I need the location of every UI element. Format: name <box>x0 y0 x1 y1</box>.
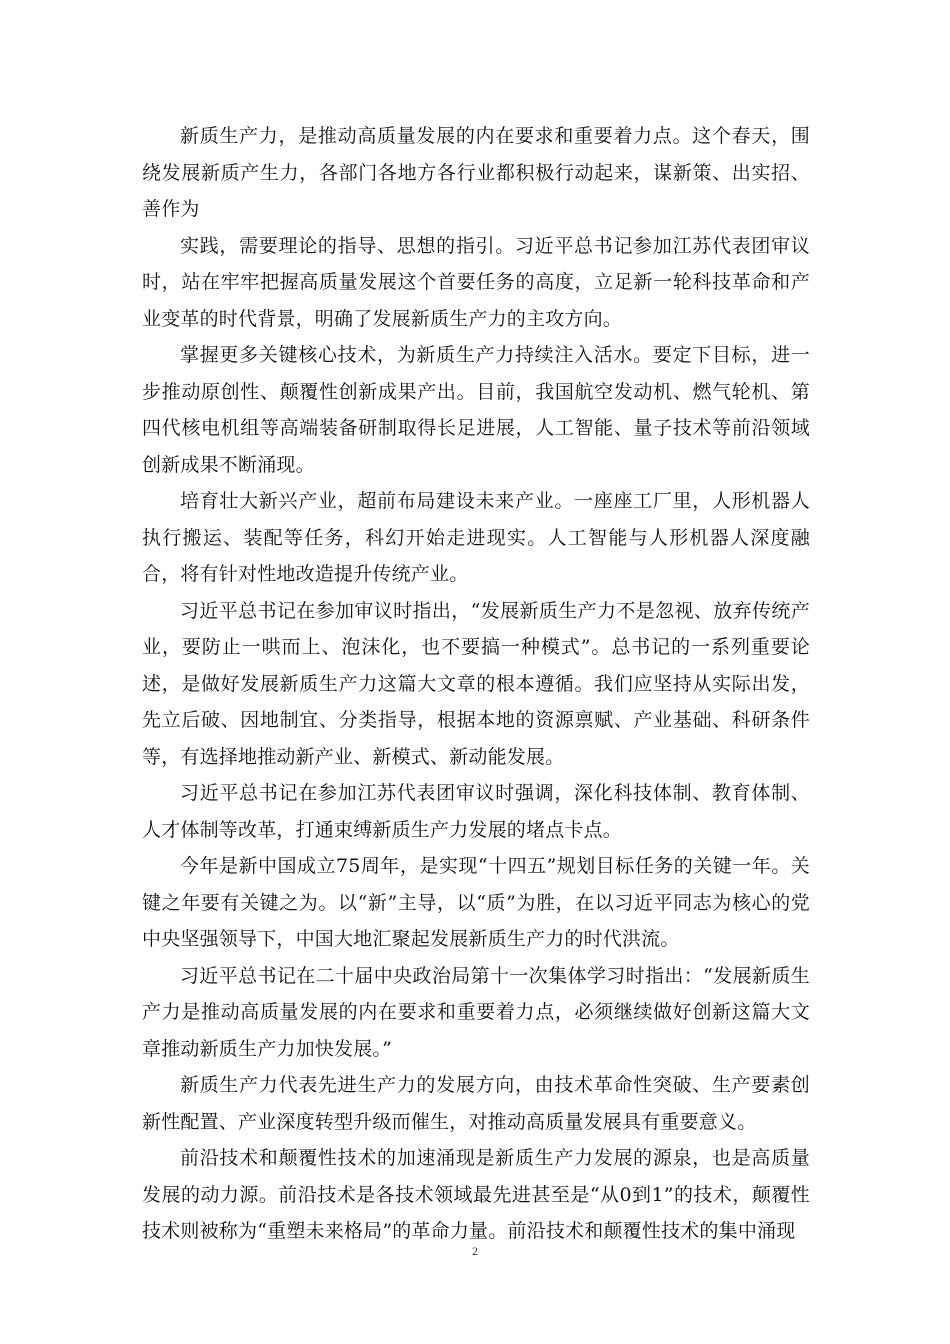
paragraph: 实践，需要理论的指导、思想的指引。习近平总书记参加江苏代表团审议时，站在牢牢把握高质量发展这个首要任务的高度，立足新一轮科技革命和产业变革的时代背景，明确了发展新质生产力的主攻方向。 <box>142 234 810 330</box>
paragraph: 今年是新中国成立75周年，是实现“十四五”规划目标任务的关键一年。关键之年要有关键之为。以“新”主导，以“质”为胜，在以习近平同志为核心的党中央坚强领导下，中国大地汇聚起发展新质生产力的时代洪流。 <box>142 855 810 950</box>
paragraph: 新质生产力，是推动高质量发展的内在要求和重要着力点。这个春天，围绕发展新质产生力，各部门各地方各行业都积极行动起来，谋新策、出实招、善作为 <box>142 125 810 220</box>
paragraph: 掌握更多关键核心技术，为新质生产力持续注入活水。要定下目标，进一步推动原创性、颠覆性创新成果产出。目前，我国航空发动机、燃气轮机、第四代核电机组等高端装备研制取得长足进展，人工智能、量子技术等前沿领域创新成果不断涌现。 <box>142 344 810 476</box>
paragraph: 新质生产力代表先进生产力的发展方向，由技术革命性突破、生产要素创新性配置、产业深度转型升级而催生，对推动高质量发展具有重要意义。 <box>142 1074 810 1133</box>
paragraph: 习近平总书记在参加审议时指出，“发展新质生产力不是忽视、放弃传统产业，要防止一哄而上、泡沫化，也不要搞一种模式”。总书记的一系列重要论述，是做好发展新质生产力这篇大文章的根本遵循。我们应坚持从实际出发，先立后破、因地制宜、分类指导，根据本地的资源禀赋、产业基础、科研条件等，有选择地推动新产业、新模式、新动能发展。 <box>142 599 810 768</box>
paragraph: 培育壮大新兴产业，超前布局建设未来产业。一座座工厂里，人形机器人执行搬运、装配等任务，科幻开始走进现实。人工智能与人形机器人深度融合，将有针对性地改造提升传统产业。 <box>142 490 810 585</box>
page-number: 2 <box>472 1244 478 1258</box>
document-body <box>142 118 810 1250</box>
paragraph: 习近平总书记在二十届中央政治局第十一次集体学习时指出：“发展新质生产力是推动高质量发展的内在要求和重要着力点，必须继续做好创新这篇大文章推动新质生产力加快发展。” <box>142 964 810 1060</box>
paragraph: 习近平总书记在参加江苏代表团审议时强调，深化科技体制、教育体制、人才体制等改革，打通束缚新质生产力发展的堵点卡点。 <box>142 782 810 841</box>
paragraph: 前沿技术和颠覆性技术的加速涌现是新质生产力发展的源泉，也是高质量发展的动力源。前沿技术是各技术领域最先进甚至是“从0到1”的技术，颠覆性技术则被称为“重塑未来格局”的革命力量。前沿技术和颠覆性技术的集中涌现 <box>142 1147 810 1242</box>
